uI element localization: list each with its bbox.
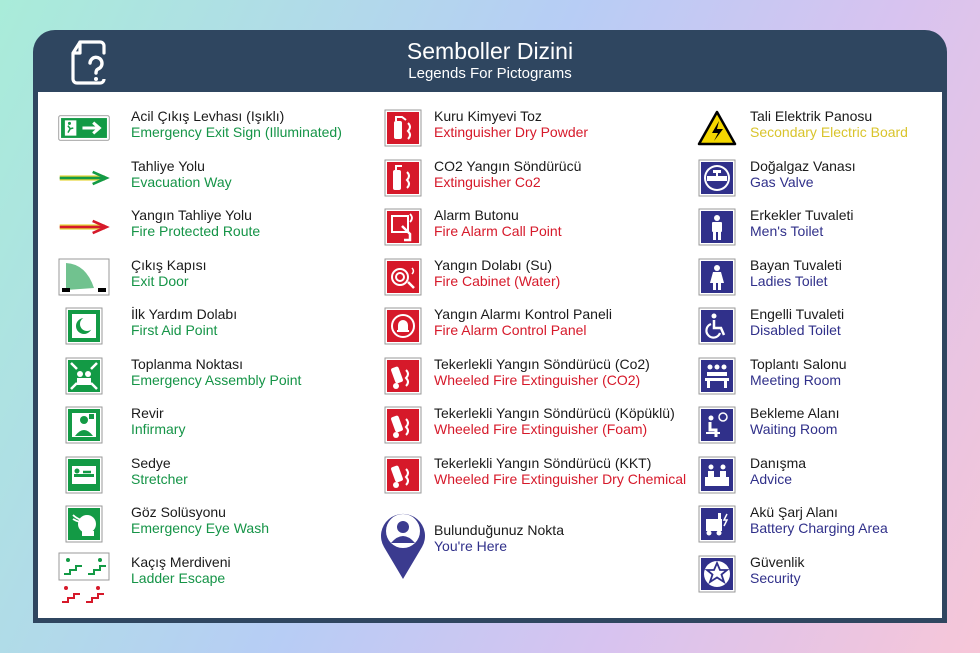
item-label-en: Wheeled Fire Extinguisher (CO2) [434,372,641,388]
wheeled-dry-extinguisher-icon [377,453,429,497]
co2-extinguisher-icon [377,156,429,200]
list-item [58,502,368,546]
list-item [58,453,368,497]
item-label-tr: Kuru Kimyevi Toz [434,108,542,124]
list-item [377,453,687,497]
list-item [691,255,980,299]
item-label-en: Security [750,570,801,586]
item-label-en: Infirmary [131,421,186,437]
list-item [691,502,980,546]
item-label-en: Waiting Room [750,421,838,437]
legend-header [33,30,947,92]
waiting-room-icon [691,403,743,447]
list-item [58,205,368,249]
item-label-en: Advice [750,471,793,487]
item-label-tr: Alarm Butonu [434,207,519,223]
item-label-en: First Aid Point [131,322,218,338]
item-label-tr: Toplantı Salonu [750,356,847,372]
item-label-tr: CO2 Yangın Söndürücü [434,158,582,174]
ladies-toilet-icon [691,255,743,299]
item-label-tr: Acil Çıkış Levhası (Işıklı) [131,108,285,124]
list-item [58,255,368,299]
list-item [58,354,368,398]
item-label-en: Stretcher [131,471,188,487]
item-label-tr: Tali Elektrik Panosu [750,108,873,124]
list-item [691,205,980,249]
item-label-tr: Bulunduğunuz Nokta [434,522,564,538]
item-label-tr: Bayan Tuvaleti [750,257,842,273]
item-label-en: Extinguisher Co2 [434,174,541,190]
item-label-tr: Tekerlekli Yangın Söndürücü (KKT) [434,455,652,471]
battery-charging-icon [691,502,743,546]
green-arrow-icon [58,156,110,200]
item-label-en: Evacuation Way [131,174,232,190]
infirmary-icon [58,403,110,447]
page-title: Semboller Dizini [406,38,574,64]
eye-wash-icon [58,502,110,546]
item-label-en: Extinguisher Dry Powder [434,124,589,140]
wheeled-foam-extinguisher-icon [377,403,429,447]
page-subtitle: Legends For Pictograms [408,65,572,82]
list-item [377,255,687,299]
item-label-en: Wheeled Fire Extinguisher Dry Chemical [434,471,687,487]
list-item [58,403,368,447]
item-label-tr: Engelli Tuvaleti [750,306,845,322]
item-label-tr: Yangın Tahliye Yolu [131,207,252,223]
item-label-en: Emergency Eye Wash [131,520,269,536]
first-aid-icon [58,304,110,348]
list-item [691,354,980,398]
item-label-tr: Bekleme Alanı [750,405,840,421]
list-item [691,453,980,497]
list-item [58,156,368,200]
list-item [58,304,368,348]
item-label-en: You're Here [434,538,507,554]
item-label-tr: Erkekler Tuvaleti [750,207,854,223]
item-label-en: Fire Alarm Call Point [434,223,562,239]
item-label-tr: Tekerlekli Yangın Söndürücü (Co2) [434,356,650,372]
men-toilet-icon [691,205,743,249]
stretcher-icon [58,453,110,497]
item-label-tr: İlk Yardım Dolabı [131,306,238,322]
item-label-en: Fire Alarm Control Panel [434,322,587,338]
item-label-en: Emergency Assembly Point [131,372,302,388]
item-label-en: Ladder Escape [131,570,226,586]
electric-warning-icon [691,106,743,150]
item-label-en: Wheeled Fire Extinguisher (Foam) [434,421,648,437]
item-label-tr: Akü Şarj Alanı [750,504,838,520]
location-pin-icon [377,506,429,582]
item-label-tr: Kaçış Merdiveni [131,554,231,570]
red-arrow-icon [58,205,110,249]
item-label-en: Exit Door [131,273,189,289]
item-label-en: Meeting Room [750,372,842,388]
list-item [691,552,980,596]
item-label-tr: Sedye [131,455,171,471]
list-item [377,106,687,150]
alarm-panel-icon [377,304,429,348]
list-item [377,506,687,586]
list-item [691,403,980,447]
list-item [58,106,368,150]
legend-card [33,30,947,623]
ladder-escape-icon [58,552,110,596]
item-label-tr: Toplanma Noktası [131,356,244,372]
item-label-tr: Tahliye Yolu [131,158,205,174]
list-item [377,205,687,249]
wheeled-extinguisher-icon [377,354,429,398]
list-item [377,403,687,447]
legend-panel [38,92,942,618]
item-label-en: Disabled Toilet [750,322,841,338]
assembly-point-icon [58,354,110,398]
item-label-tr: Güvenlik [750,554,805,570]
item-label-tr: Çıkış Kapısı [131,257,207,273]
exit-door-icon [58,255,110,299]
meeting-room-icon [691,354,743,398]
gas-valve-icon [691,156,743,200]
item-label-en: Fire Protected Route [131,223,261,239]
security-badge-icon [691,552,743,596]
item-label-tr: Tekerlekli Yangın Söndürücü (Köpüklü) [434,405,675,421]
list-item [691,156,980,200]
alarm-button-icon [377,205,429,249]
item-label-en: Gas Valve [750,174,814,190]
item-label-en: Men's Toilet [750,223,824,239]
item-label-tr: Yangın Alarmı Kontrol Paneli [434,306,612,322]
item-label-en: Ladies Toilet [750,273,828,289]
list-item [377,304,687,348]
fire-hose-icon [377,255,429,299]
list-item [58,552,368,596]
item-label-tr: Göz Solüsyonu [131,504,226,520]
item-label-en: Emergency Exit Sign (Illuminated) [131,124,342,140]
item-label-tr: Revir [131,405,164,421]
exit-sign-icon [58,106,110,150]
list-item [691,106,980,150]
list-item [377,354,687,398]
extinguisher-icon [377,106,429,150]
item-label-en: Battery Charging Area [750,520,888,536]
advice-desk-icon [691,453,743,497]
item-label-en: Secondary Electric Board [750,124,908,140]
item-label-tr: Doğalgaz Vanası [750,158,856,174]
list-item [691,304,980,348]
item-label-tr: Yangın Dolabı (Su) [434,257,553,273]
disabled-toilet-icon [691,304,743,348]
item-label-tr: Danışma [750,455,807,471]
list-item [377,156,687,200]
item-label-en: Fire Cabinet (Water) [434,273,561,289]
